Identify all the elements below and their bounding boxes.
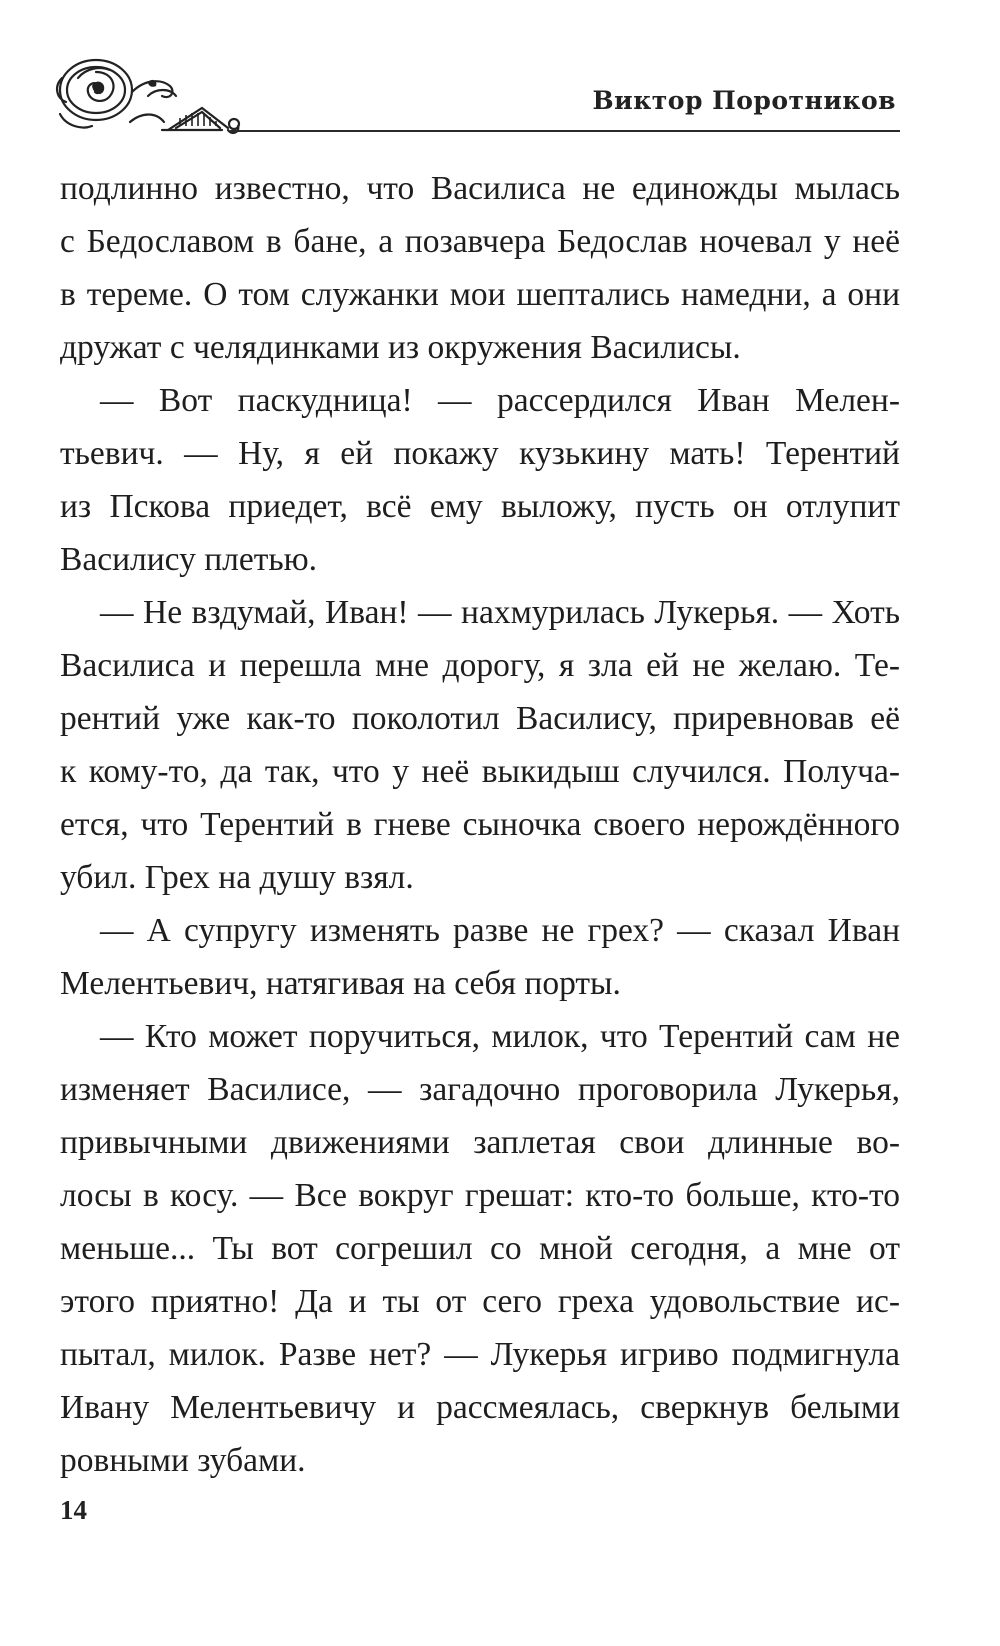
text-line: к кому-то, да так, что у неё выкидыш случился. Получа- [60,753,900,790]
text-line: этого приятно! Да и ты от сего греха удовольствие ис- [60,1283,900,1320]
text-line: убил. Грех на душу взял. [60,859,414,896]
text-line: меньше... Ты вот согрешил со мной сегодня, а мне от [60,1230,900,1267]
page-header [52,52,900,138]
text-line: изменяет Василисе, — загадочно проговорила Лукерья, [60,1071,900,1108]
text-line: в тереме. О том служанки мои шептались намедни, а они [60,276,900,313]
ornament-icon [52,52,242,138]
text-line: Василису плетью. [60,541,318,578]
text-line: пытал, милок. Разве нет? — Лукерья игриво подмигнула [60,1336,900,1373]
text-line: ровными зубами. [60,1442,306,1479]
text-line: ется, что Терентий в гневе сыночка своего нерождённого [60,806,900,843]
text-line: тьевич. — Ну, я ей покажу кузькину мать! Терентий [60,435,900,472]
text-line: с Бедославом в бане, а позавчера Бедослав ночевал у неё [60,223,900,260]
text-line: — Не вздумай, Иван! — нахмурилась Лукерья. — Хоть [100,594,900,631]
text-line: дружат с челядинками из окружения Василисы. [60,329,741,366]
text-line: лосы в косу. — Все вокруг грешат: кто-то больше, кто-то [60,1177,900,1214]
body-text [60,162,900,1487]
text-line: рентий уже как-то поколотил Василису, приревновав её [60,700,900,737]
text-line: Ивану Мелентьевичу и рассмеялась, сверкнув белыми [60,1389,900,1426]
header-rule [230,130,900,132]
text-line: Василиса и перешла мне дорогу, я зла ей не желаю. Те- [60,647,900,684]
text-line: — Вот паскудница! — рассердился Иван Мелен- [100,382,900,419]
text-line: подлинно известно, что Василиса не единожды мылась [60,170,900,207]
running-head: Виктор Поротников [592,86,896,115]
text-line: привычными движениями заплетая свои длинные во- [60,1124,900,1161]
text-line: из Пскова приедет, всё ему выложу, пусть он отлупит [60,488,900,525]
text-line: — А супругу изменять разве не грех? — сказал Иван [100,912,900,949]
text-line: Мелентьевич, натягивая на себя порты. [60,965,621,1002]
page-number: 14 [60,1495,87,1525]
text-line: — Кто может поручиться, милок, что Терентий сам не [100,1018,900,1055]
